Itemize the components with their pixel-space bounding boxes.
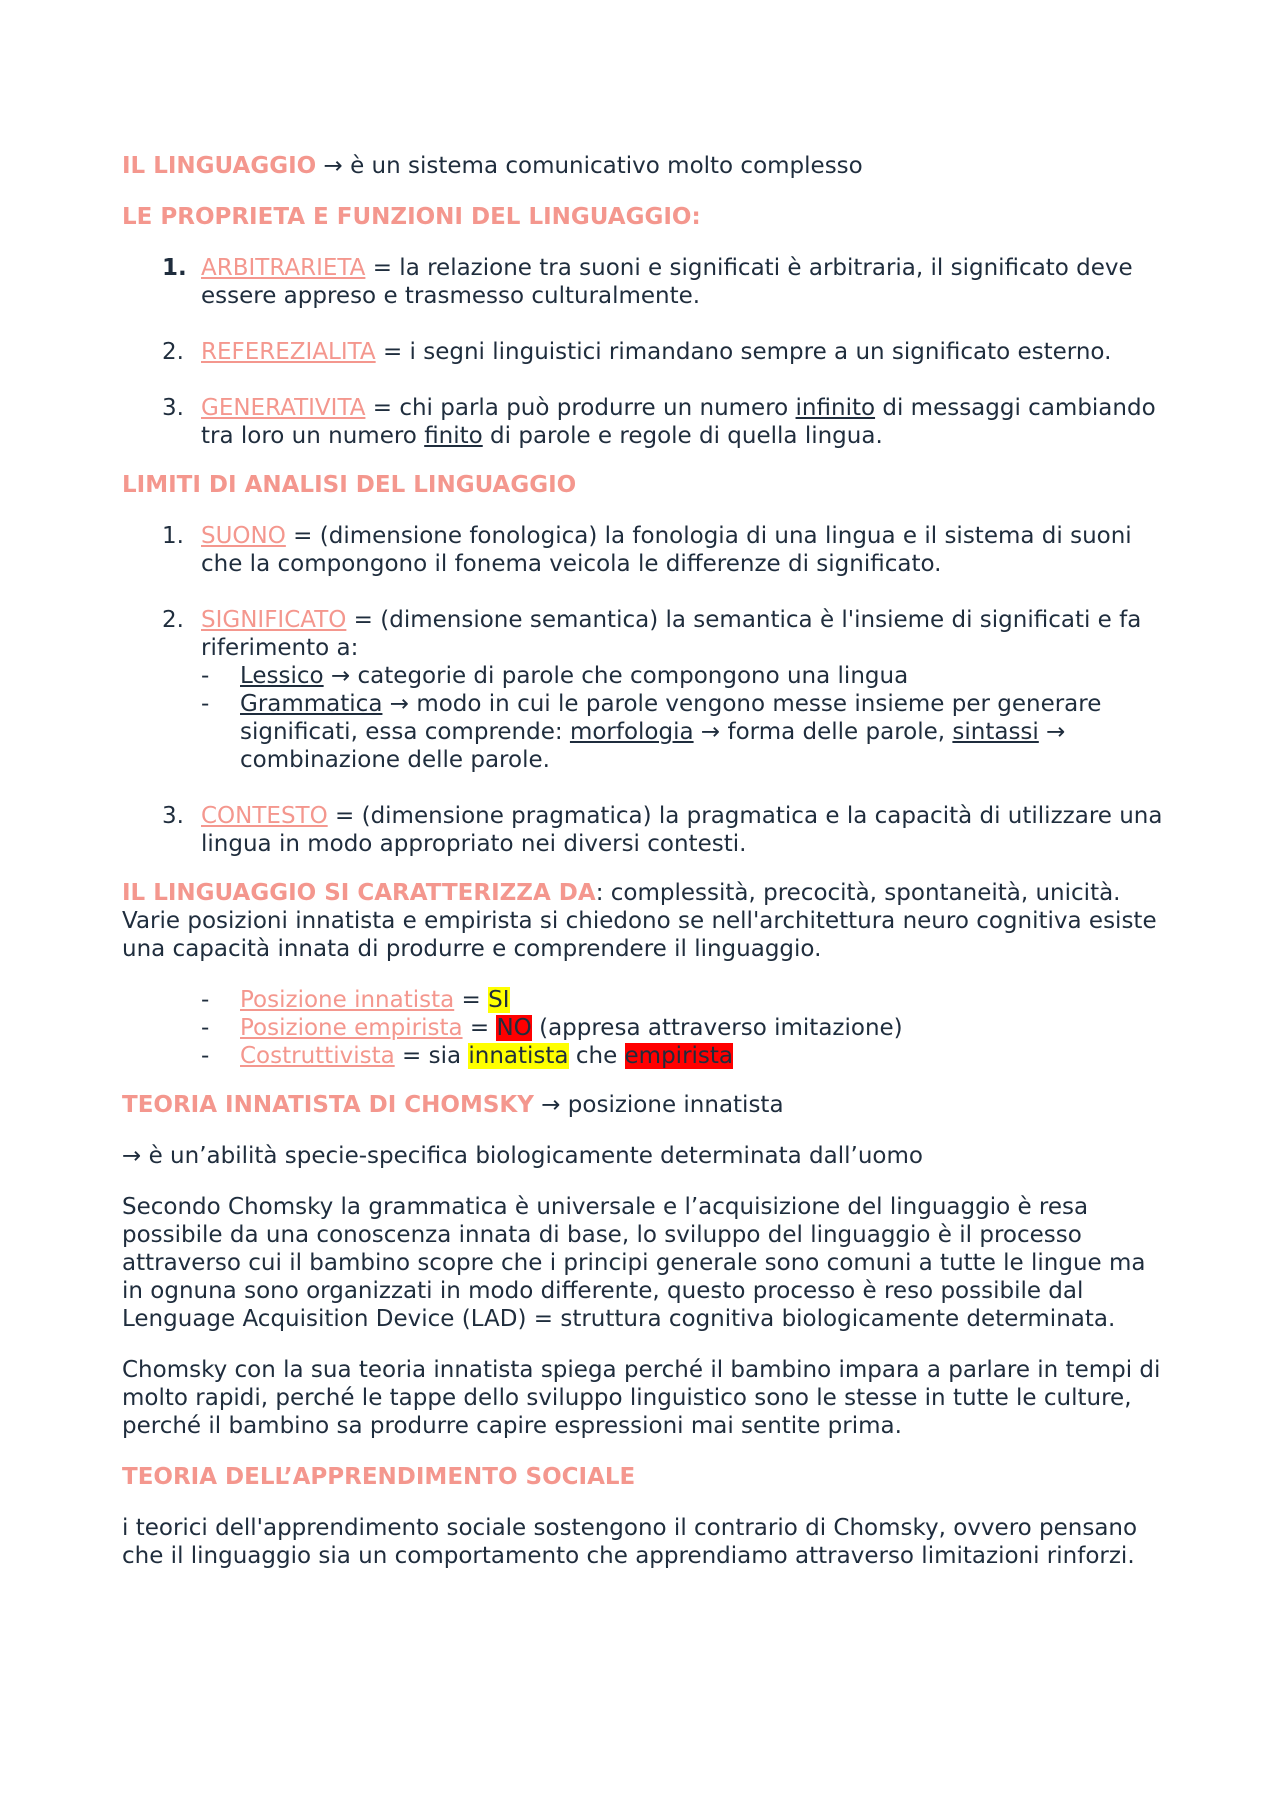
- item-text: → categorie di parole che compongono una lingua: [323, 663, 909, 689]
- list-number: 3.: [162, 395, 184, 421]
- dash-marker: -: [201, 1015, 210, 1041]
- term-posizione-innatista: Posizione innatista: [240, 987, 455, 1013]
- term-contesto: CONTESTO: [201, 803, 328, 829]
- chomsky-heading-text: → posizione innatista: [533, 1092, 784, 1118]
- term-arbitrarieta: ARBITRARIETA: [201, 255, 366, 281]
- apprendimento-paragraph: i teorici dell'apprendimento sociale sostengono il contrario di Chomsky, ovvero pensano che il linguaggio sia un comportamento che apprendiamo attraverso limitazioni rinforzi.: [122, 1515, 1138, 1569]
- item-text: → modo in cui le parole vengono messe insieme per generare significati, essa comprende:: [240, 691, 1102, 745]
- document-body: [122, 152, 1172, 1593]
- item-text: = (dimensione pragmatica) la pragmatica e la capacità di utilizzare una lingua in modo appropriato nei diversi contesti.: [201, 803, 1163, 857]
- posizione-item: [122, 986, 1172, 1014]
- item-text: → combinazione delle parole.: [240, 719, 1066, 773]
- word-finito: finito: [424, 423, 483, 449]
- item-text: = chi parla può produrre un numero: [365, 395, 796, 421]
- list-number: 2.: [162, 607, 184, 633]
- item-text: di messaggi cambiando tra loro un numero: [201, 395, 1156, 449]
- heading-limiti: LIMITI DI ANALISI DEL LINGUAGGIO: [122, 472, 577, 498]
- heading-chomsky: TEORIA INNATISTA DI CHOMSKY: [122, 1092, 534, 1118]
- item-text: = i segni linguistici rimandano sempre a un significato esterno.: [375, 339, 1112, 365]
- equals-text: = sia: [394, 1043, 469, 1069]
- dash-marker: -: [201, 691, 210, 717]
- posizione-item: [122, 1014, 1172, 1042]
- proprieta-list: [122, 254, 1172, 450]
- chomsky-paragraph-1: → è un’abilità specie-specifica biologicamente determinata dall’uomo: [122, 1143, 923, 1169]
- value-empirista: empirista: [624, 1043, 734, 1069]
- term-suono: SUONO: [201, 523, 286, 549]
- list-item: [122, 606, 1172, 774]
- list-item: [122, 254, 1172, 310]
- equals-text: =: [454, 987, 489, 1013]
- term-costruttivista: Costruttivista: [240, 1043, 395, 1069]
- list-number: 1.: [162, 523, 184, 549]
- list-number: 2.: [162, 339, 184, 365]
- intro-line: [122, 152, 1172, 180]
- sublist-item: [201, 690, 1172, 774]
- item-text: (appresa attraverso imitazione): [531, 1015, 903, 1041]
- heading-caratterizza: IL LINGUAGGIO SI CARATTERIZZA DA: [122, 880, 596, 906]
- list-item: [122, 394, 1172, 450]
- sublist-item: [201, 662, 1172, 690]
- heading-il-linguaggio: IL LINGUAGGIO: [122, 153, 317, 179]
- posizione-item: [122, 1042, 1172, 1070]
- value-innatista: innatista: [468, 1043, 569, 1069]
- list-item: [122, 802, 1172, 858]
- posizioni-list: [122, 986, 1172, 1070]
- value-si: SI: [488, 987, 510, 1013]
- value-no: NO: [496, 1015, 532, 1041]
- list-item: [122, 522, 1172, 578]
- chomsky-heading-line: [122, 1091, 1172, 1119]
- item-text: di parole e regole di quella lingua.: [482, 423, 883, 449]
- list-number: 3.: [162, 803, 184, 829]
- term-posizione-empirista: Posizione empirista: [240, 1015, 463, 1041]
- chomsky-paragraph-2: Secondo Chomsky la grammatica è universale e l’acquisizione del linguaggio è resa possibile da una conoscenza innata di base, lo sviluppo del linguaggio è il processo attraverso cui il bambino scopre che i principi generale sono comuni a tutte le lingue ma in ognuna sono organizzati in modo differente, questo processo è reso possibile dal Lenguage Acquisition Device (LAD) = struttura cognitiva biologicamente determinata.: [122, 1194, 1146, 1332]
- item-text: che: [568, 1043, 625, 1069]
- list-item: [122, 338, 1172, 366]
- term-significato: SIGNIFICATO: [201, 607, 347, 633]
- list-number: 1.: [162, 255, 187, 281]
- intro-text: → è un sistema comunicativo molto complesso: [316, 153, 863, 179]
- dash-marker: -: [201, 663, 210, 689]
- word-infinito: infinito: [795, 395, 876, 421]
- word-grammatica: Grammatica: [240, 691, 383, 717]
- chomsky-paragraph-3: Chomsky con la sua teoria innatista spiega perché il bambino impara a parlare in tempi di molto rapidi, perché le tappe dello sviluppo linguistico sono le stesse in tutte le culture, perché il bambino sa produrre capire espressioni mai sentite prima.: [122, 1357, 1161, 1439]
- dash-marker: -: [201, 987, 210, 1013]
- item-text: = (dimensione semantica) la semantica è l'insieme di significati e fa riferimento a:: [201, 607, 1142, 661]
- term-referezialita: REFEREZIALITA: [201, 339, 376, 365]
- caratterizza-text: : complessità, precocità, spontaneità, unicità. Varie posizioni innatista e empirista si chiedono se nell'architettura neuro cognitiva esiste una capacità innata di produrre e comprendere il linguaggio.: [122, 880, 1157, 962]
- heading-apprendimento-sociale: TEORIA DELL’APPRENDIMENTO SOCIALE: [122, 1464, 636, 1490]
- significato-sublist: [201, 662, 1172, 774]
- equals-text: =: [462, 1015, 497, 1041]
- word-sintassi: sintassi: [952, 719, 1039, 745]
- word-morfologia: morfologia: [569, 719, 694, 745]
- item-text: → forma delle parole,: [693, 719, 953, 745]
- term-generativita: GENERATIVITA: [201, 395, 366, 421]
- caratterizza-paragraph: [122, 879, 1172, 963]
- limiti-list: [122, 522, 1172, 858]
- dash-marker: -: [201, 1043, 210, 1069]
- heading-proprieta: LE PROPRIETA E FUNZIONI DEL LINGUAGGIO:: [122, 204, 701, 230]
- item-text: = (dimensione fonologica) la fonologia di una lingua e il sistema di suoni che la compongono il fonema veicola le differenze di significato.: [201, 523, 1132, 577]
- item-text: = la relazione tra suoni e significati è arbitraria, il significato deve essere appreso e trasmesso culturalmente.: [201, 255, 1133, 309]
- word-lessico: Lessico: [240, 663, 324, 689]
